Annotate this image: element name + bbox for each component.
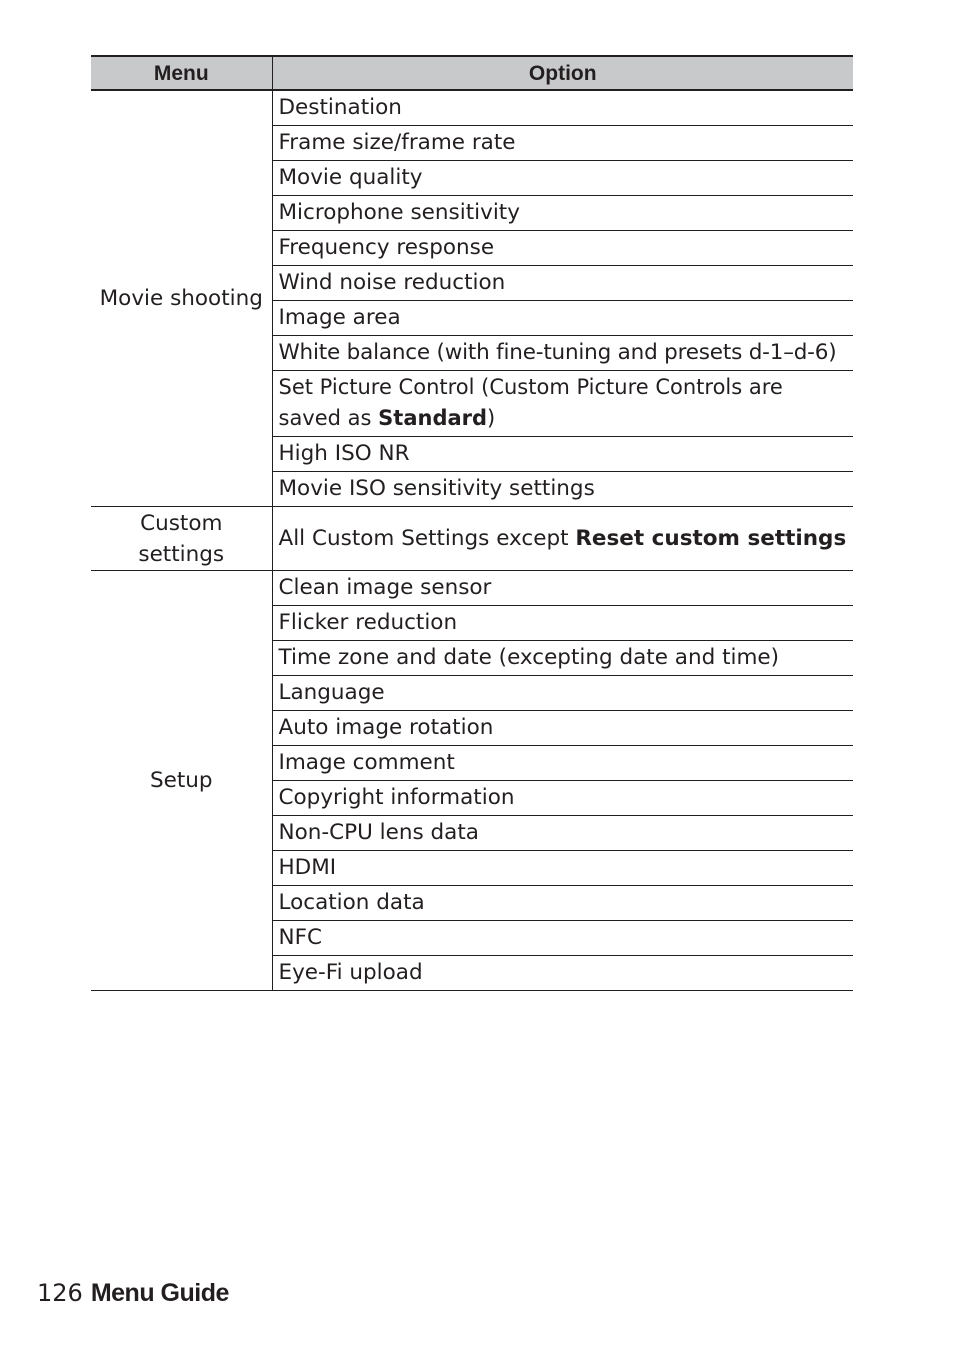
option-cell-custom-settings: [272, 507, 853, 571]
option-cell: Microphone sensitivity: [272, 196, 853, 231]
option-cell: NFC: [272, 921, 853, 956]
option-cell: Language: [272, 676, 853, 711]
reset-custom-settings-label: Reset custom settings: [575, 525, 847, 551]
menu-column-header: Menu: [91, 56, 272, 90]
option-cell: Non-CPU lens data: [272, 816, 853, 851]
option-cell: Destination: [272, 90, 853, 126]
option-cell: Copyright information: [272, 781, 853, 816]
menu-cell-custom-settings: Custom settings: [91, 507, 272, 571]
table-header-row: [91, 56, 853, 90]
option-cell: Wind noise reduction: [272, 266, 853, 301]
option-cell: Clean image sensor: [272, 571, 853, 606]
option-cell: White balance (with fine-tuning and presets d-1–d-6): [272, 336, 853, 371]
option-cell: Auto image rotation: [272, 711, 853, 746]
option-cell: Image comment: [272, 746, 853, 781]
section-title: Menu Guide: [90, 1279, 229, 1307]
table-row: [91, 507, 853, 571]
option-cell: Time zone and date (excepting date and time): [272, 641, 853, 676]
picture-control-standard: Standard: [378, 406, 488, 430]
menu-cell-movie-shooting: Movie shooting: [91, 90, 272, 507]
option-cell: Frame size/frame rate: [272, 126, 853, 161]
picture-control-text: Set Picture Control (Custom Picture Controls are saved as: [278, 375, 783, 430]
option-cell: Frequency response: [272, 231, 853, 266]
option-cell: Flicker reduction: [272, 606, 853, 641]
option-cell: Eye-Fi upload: [272, 956, 853, 991]
menu-option-table: [91, 55, 853, 991]
menu-cell-setup: Setup: [91, 571, 272, 991]
page-footer: [37, 1277, 229, 1309]
option-cell: Movie ISO sensitivity settings: [272, 472, 853, 507]
page-number: 126: [37, 1279, 83, 1307]
option-cell-picture-control: [272, 371, 853, 437]
option-column-header: Option: [272, 56, 853, 90]
option-cell: Movie quality: [272, 161, 853, 196]
table-row: [91, 90, 853, 126]
option-cell: Location data: [272, 886, 853, 921]
option-cell: Image area: [272, 301, 853, 336]
picture-control-suffix: ): [487, 406, 496, 430]
table-row: [91, 571, 853, 606]
option-cell: High ISO NR: [272, 437, 853, 472]
option-cell: HDMI: [272, 851, 853, 886]
custom-settings-text: All Custom Settings except: [278, 525, 576, 551]
